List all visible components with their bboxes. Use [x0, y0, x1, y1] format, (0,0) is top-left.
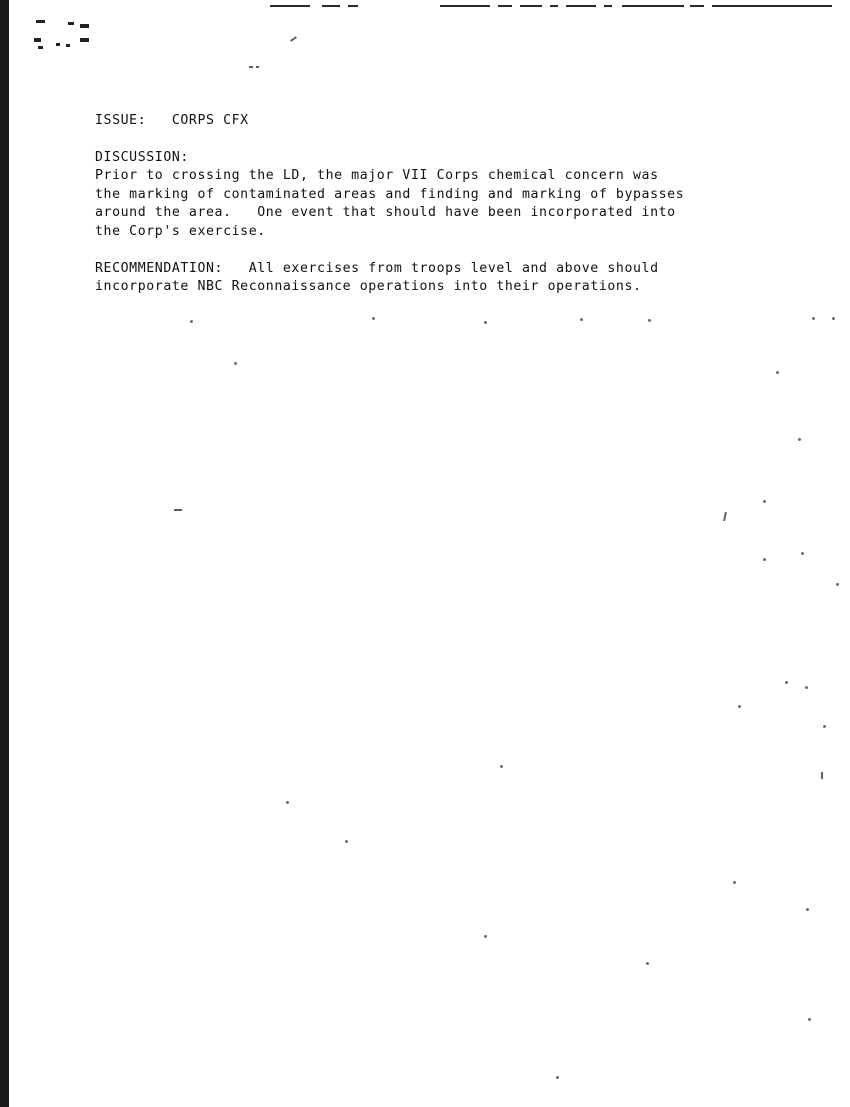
scan-speck: [290, 36, 297, 42]
scan-speck: [798, 438, 801, 441]
scan-speck: [256, 66, 259, 68]
issue-block: [95, 112, 805, 131]
scan-speck: [190, 320, 193, 323]
scan-speck: [776, 371, 779, 374]
scan-speck: [234, 362, 237, 365]
scan-speck: [808, 1018, 811, 1021]
scan-speck: [763, 500, 766, 503]
scan-speck: [580, 318, 583, 321]
scan-speck: [286, 801, 289, 804]
scan-speck: [80, 24, 89, 28]
scan-speck: [785, 681, 788, 684]
recommendation-heading: RECOMMENDATION: All exercises from troops level and above should: [95, 260, 659, 276]
scan-speck: [836, 583, 839, 586]
scan-speck: [345, 840, 348, 843]
scan-speck: [648, 319, 651, 322]
discussion-line-2: the marking of contaminated areas and finding and marking of bypasses: [95, 186, 685, 202]
scan-speck: [174, 509, 182, 511]
scan-speck: [806, 908, 809, 911]
scan-speck: [556, 1076, 559, 1079]
scan-speck: [484, 935, 487, 938]
scan-speck: [372, 317, 375, 320]
scan-speck: [68, 22, 74, 25]
discussion-heading: DISCUSSION:: [95, 149, 189, 165]
scan-speck: [66, 44, 70, 47]
scan-speck: [646, 962, 649, 965]
scan-speck: [812, 317, 815, 320]
discussion-line-3: around the area. One event that should have been incorporated into: [95, 205, 676, 221]
scan-speck: [38, 46, 43, 49]
recommendation-block: [95, 260, 805, 297]
scan-speck: [805, 686, 808, 689]
scan-speck: [249, 66, 253, 68]
scan-speck: [80, 38, 89, 42]
scan-speck: [36, 20, 45, 23]
scan-edge-artifact-left: [0, 0, 9, 1107]
document-text-body: [95, 112, 805, 297]
scan-speck: [763, 558, 766, 561]
recommendation-line-1: incorporate NBC Reconnaissance operations into their operations.: [95, 279, 642, 295]
scan-speck: [500, 765, 503, 768]
scan-speck: [733, 881, 736, 884]
scan-speck: [801, 552, 804, 555]
scan-speck: [56, 43, 60, 46]
scan-speck: [832, 317, 835, 320]
scan-speck: [723, 512, 727, 521]
scan-edge-artifact-top: [270, 5, 840, 13]
scan-speck: [484, 321, 487, 324]
issue-heading: ISSUE: CORPS CFX: [95, 113, 249, 128]
discussion-line-1: Prior to crossing the LD, the major VII Corps chemical concern was: [95, 168, 659, 184]
discussion-line-4: the Corp's exercise.: [95, 223, 266, 239]
discussion-block: [95, 149, 805, 242]
scan-speck: [823, 725, 826, 728]
scan-speck: [738, 705, 741, 708]
scan-speck: [821, 772, 823, 779]
scan-speck: [34, 38, 41, 42]
